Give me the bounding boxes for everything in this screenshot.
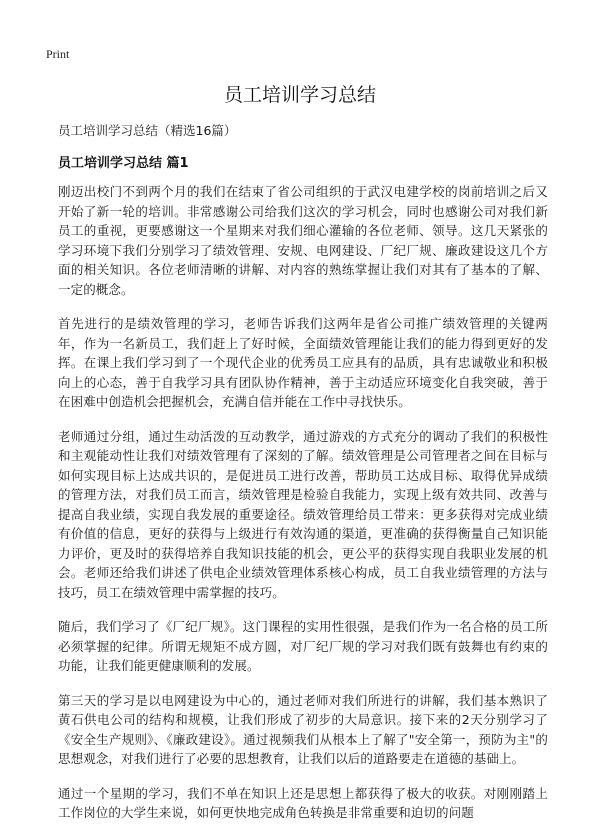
page-title: 员工培训学习总结 xyxy=(223,84,376,106)
section-heading: 员工培训学习总结 篇1 xyxy=(58,156,189,171)
paragraph-1: 刚迈出校门不到两个月的我们在结束了省公司组织的于武汉电建学校的岗前培训之后又开始了新一轮的培训。非常感谢公司给我们这次的学习机会，同时也感谢公司对我们新员工的重视，更要感谢这一个星期来对我们细心灌输的各位老师、领导。这几天紧张的学习环境下我们分别学习了绩效管理、安规、电网建设、厂纪厂规、廉政建设这几个方面的相关知识。各位老师清晰的讲解、对内容的熟练掌握让我们对其有了基本的了解、一定的概念。 xyxy=(58,184,548,297)
paragraph-3: 老师通过分组，通过生动活泼的互动教学，通过游戏的方式充分的调动了我们的积极性和主观能动性让我们对绩效管理有了深刻的了解。绩效管理是公司管理者之间在目标与如何实现目标上达成共识的，是促进员工进行改善，帮助员工达成目标、取得优异成绩的管理方法，对我们员工而言，绩效管理是检验自我能力，实现上级有效共同、改善与提高自我业绩，实现自我发展的重要途径。绩效管理给员工带来：更多获得对完成业绩有价值的信息，更好的获得与上级进行有效沟通的渠道，更准确的获得衡量自己知识能力评价，更及时的获得培养自我知识技能的机会，更公平的获得实现自我职业发展的机会。老师还给我们讲述了供电企业绩效管理体系核心构成，员工自我业绩管理的方法与技巧，员工在绩效管理中需掌握的技巧。 xyxy=(58,428,548,600)
print-label: Print xyxy=(46,47,70,61)
paragraph-5: 第三天的学习是以电网建设为中心的，通过老师对我们所进行的讲解，我们基本熟识了黄石供电公司的结构和规模，让我们形成了初步的大局意识。接下来的2天分别学习了《安全生产规则》、《廉政建设》。通过视频我们从根本上了解了"安全第一，预防为主"的思想观念，对我们进行了必要的思想教育，让我们以后的道路要走在道德的基础上。 xyxy=(58,692,548,766)
document-subtitle: 员工培训学习总结（精选16篇） xyxy=(58,123,237,138)
paragraph-4: 随后，我们学习了《厂纪厂规》。这门课程的实用性很强，是我们作为一名合格的员工所必须掌握的纪律。所谓无规矩不成方圆，对厂纪厂规的学习对我们既有鼓舞也有约束的功能，让我们能更健康顺利的发展。 xyxy=(58,619,548,673)
paragraph-2: 首先进行的是绩效管理的学习，老师告诉我们这两年是省公司推广绩效管理的关键两年，作为一名新员工，我们赶上了好时候，全面绩效管理能让我们的能力得到更好的发挥。在课上我们学习到了一个现代企业的优秀员工应具有的品质，具有忠诚敬业和积极向上的心态，善于自我学习具有团队协作精神，善于主动适应环境变化自我突破，善于在困难中创造机会把握机会，充满自信并能在工作中寻找快乐。 xyxy=(58,316,548,409)
document-body xyxy=(58,182,548,838)
paragraph-6: 通过一个星期的学习，我们不单在知识上还是思想上都获得了极大的收获。对刚刚踏上工作岗位的大学生来说，如何更快地完成角色转换是非常重要和迫切的问题 xyxy=(58,785,548,820)
